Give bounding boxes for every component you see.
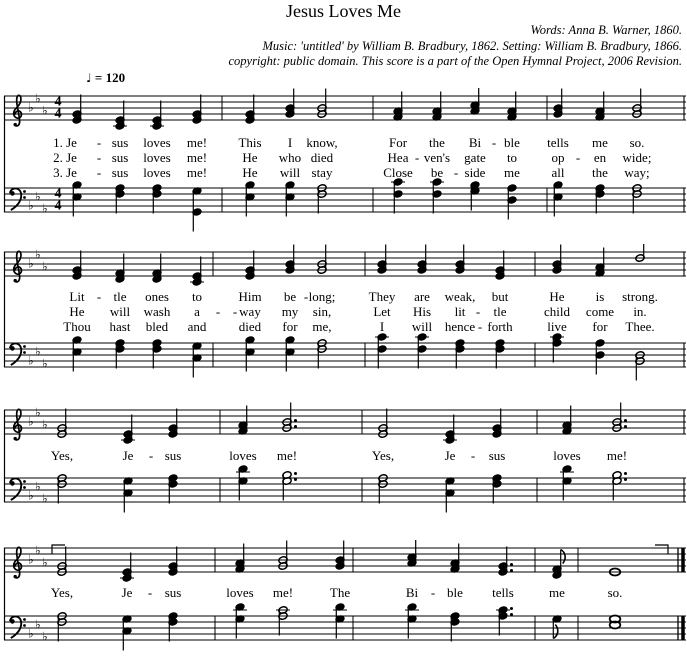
lyric-syllable: the [592,165,608,180]
lyric-syllable: tle [493,304,507,319]
flat-sign: ♭ [35,479,41,494]
treble-clef-icon [14,95,22,126]
lyric-syllable: be [430,165,444,180]
bass-staff [4,616,686,640]
treble-clef-icon [14,251,22,282]
lyric-syllable: - [470,448,476,463]
time-signature: 4 [54,106,62,122]
lyric-syllable: lit [454,304,466,319]
lyric-syllable: loves [143,165,171,180]
lyric-syllable: in. [633,304,647,319]
lyric-syllable: ones [145,289,169,304]
bass-staff [4,188,686,212]
lyric-syllable: know, [306,135,338,150]
lyric-syllable: Bi [405,585,419,600]
lyric-syllable: This [238,135,262,150]
tempo-marking [86,70,125,86]
lyric-syllable: a [194,304,200,319]
lyric-syllable: the [429,135,445,150]
lyric-syllable: side [464,165,486,180]
lyric-syllable: They [368,289,396,304]
lyric-syllable: me! [186,135,208,150]
lyric-syllable: 2. Je [53,150,77,165]
system-1 [0,88,687,242]
lyric-syllable: will [109,304,131,319]
lyric-syllable: - [303,289,309,304]
treble-staff [4,548,686,572]
lyric-syllable: long; [308,289,336,304]
lyric-syllable: He [242,150,258,165]
lyric-syllable: For [388,135,408,150]
lyric-syllable: but [491,289,509,304]
lyric-syllable: Him [238,289,262,304]
lyric-syllable: ble [504,135,520,150]
bass-notes [57,603,620,651]
lyric-syllable: 3. Je [53,165,77,180]
lyric-syllable: will [411,319,433,334]
bass-clef-icon [10,478,26,500]
lyric-syllable: so. [629,135,645,150]
treble-notes [72,88,642,130]
flat-sign: ♭ [42,491,48,506]
lyric-syllable: to [191,289,203,304]
flat-sign: ♭ [42,417,48,432]
lyrics [51,448,627,463]
tempo-value: = 120 [91,70,126,85]
flat-sign: ♭ [35,617,41,632]
lyric-syllable: gate [464,150,486,165]
flat-sign: ♭ [28,256,34,271]
lyric-syllable: I [379,319,385,334]
flat-sign: ♭ [28,488,34,503]
lyric-syllable: and [187,319,207,334]
lyric-syllable: for [282,319,298,334]
treble-clef-icon [14,547,22,578]
flat-sign: ♭ [35,91,41,106]
lyric-syllable: I [287,135,293,150]
lyric-syllable: to [506,150,518,165]
flat-sign: ♭ [42,259,48,274]
lyric-syllable: all [551,165,565,180]
lyric-syllable: loves [143,150,171,165]
lyric-syllable: - [215,304,221,319]
lyric-syllable: died [238,319,262,334]
flat-sign: ♭ [28,414,34,429]
lyrics [63,289,658,334]
lyric-syllable: are [414,289,430,304]
lyric-syllable: hast [109,319,131,334]
lyric-syllable: Lit [69,289,85,304]
treble-staff [4,410,686,434]
lyric-syllable: sus [111,165,129,180]
lyric-syllable: me! [272,585,294,600]
credit-music: Music: 'untitled' by William B. Bradbury, 1862. Setting: William B. Bradbury, 1866. [262,38,682,53]
lyric-syllable: Let [373,304,391,319]
lyric-syllable: - [575,150,581,165]
lyric-syllable: Yes, [50,448,74,463]
lyric-syllable: - [475,304,481,319]
lyric-syllable: 1. Je [53,135,77,150]
lyric-syllable: Close [383,165,413,180]
lyric-syllable: who [278,150,302,165]
lyric-syllable: is [595,289,605,304]
lyric-syllable: Thee. [625,319,655,334]
lyric-syllable: Yes, [50,585,74,600]
repeat-bracket-close [655,545,668,554]
lyric-syllable: loves [226,585,254,600]
lyric-syllable: forth [487,319,513,334]
flat-sign: ♭ [35,247,41,262]
lyric-syllable: loves [229,448,257,463]
flat-sign: ♭ [28,552,34,567]
time-signature: 4 [54,198,62,214]
bass-clef-icon [10,616,26,638]
lyric-syllable: sus [111,135,129,150]
lyric-syllable: - [96,165,102,180]
lyric-syllable: tells [547,135,569,150]
lyric-syllable: - [477,319,483,334]
lyric-syllable: Je [121,585,133,600]
lyric-syllable: way; [624,165,650,180]
lyric-syllable: my [281,304,299,319]
bass-notes [57,465,627,513]
lyric-syllable: strong. [622,289,658,304]
repeat-bracket-open [52,545,65,554]
lyric-syllable: Je [122,448,134,463]
lyric-syllable: wash [143,304,171,319]
lyric-syllable: me [592,135,608,150]
lyric-syllable: sus [164,448,182,463]
lyric-syllable: me! [186,165,208,180]
treble-notes [57,403,627,445]
lyrics [53,135,651,180]
lyric-syllable: way [239,304,261,319]
lyric-syllable: loves [143,135,171,150]
bass-notes [72,178,642,232]
credit-copyright: copyright: public domain. This score is a part of the Open Hymnal Project, 2006 Revision. [228,54,682,68]
lyric-syllable: be [283,289,297,304]
lyric-syllable: Je [444,448,456,463]
lyric-syllable: - [96,135,102,150]
lyric-syllable: - [96,150,102,165]
lyric-syllable: He [69,304,85,319]
lyric-syllable: - [491,135,497,150]
flat-sign: ♭ [35,405,41,420]
lyric-syllable: ble [447,585,463,600]
time-signature: 4 [54,94,62,110]
quarter-note-icon: ♩ [86,71,92,85]
lyric-syllable: en [593,150,607,165]
lyric-syllable: - [232,304,238,319]
bass-staff [4,343,686,367]
lyric-syllable: child [544,304,570,319]
lyric-syllable: - [96,289,102,304]
lyric-syllable: sus [111,150,129,165]
flat-sign: ♭ [42,629,48,644]
lyric-syllable: His [412,304,432,319]
treble-notes [57,540,620,582]
bass-clef-icon [10,188,26,210]
lyric-syllable: me, [312,319,332,334]
lyric-syllable: tells [492,585,514,600]
lyric-syllable: hence [444,319,476,334]
flat-sign: ♭ [28,353,34,368]
lyric-syllable: sus [488,448,506,463]
flat-sign: ♭ [28,198,34,213]
lyric-syllable: - [453,165,459,180]
lyric-syllable: - [147,585,153,600]
lyric-syllable: - [148,448,154,463]
system-4 [0,540,687,665]
lyric-syllable: stay [311,165,333,180]
lyric-syllable: me [549,585,565,600]
lyric-syllable: weak, [444,289,476,304]
lyric-syllable: sus [164,585,182,600]
lyric-syllable: He [242,165,258,180]
flat-sign: ♭ [28,100,34,115]
lyric-syllable: live [547,319,567,334]
flat-sign: ♭ [35,189,41,204]
flat-sign: ♭ [28,626,34,641]
treble-staff [4,252,686,276]
treble-clef-icon [14,409,22,440]
lyric-syllable: bled [145,319,169,334]
lyric-syllable: loves [553,448,581,463]
lyric-syllable: me! [276,448,298,463]
lyric-syllable: wide; [622,150,652,165]
system-3 [0,402,687,534]
lyrics [51,585,622,600]
credit-words: Words: Anna B. Warner, 1860. [530,23,682,37]
credits [228,23,682,70]
lyric-syllable: so. [607,585,623,600]
bass-notes [72,333,645,381]
flat-sign: ♭ [35,543,41,558]
lyric-syllable: me [504,165,520,180]
lyric-syllable: died [310,150,334,165]
lyric-syllable: The [329,585,351,600]
treble-notes [72,244,645,286]
lyric-syllable: Bi [468,135,482,150]
flat-sign: ♭ [42,201,48,216]
bass-staff [4,478,686,502]
lyric-syllable: ven's [423,150,451,165]
lyric-syllable: Thou [63,319,91,334]
lyric-syllable: - [430,585,436,600]
lyric-syllable: me! [186,150,208,165]
treble-staff [4,96,686,120]
flat-sign: ♭ [42,103,48,118]
time-signature: 4 [54,186,62,202]
flat-sign: ♭ [42,356,48,371]
lyric-syllable: - [414,150,420,165]
lyric-syllable: sin, [312,304,332,319]
lyric-syllable: me! [606,448,628,463]
flat-sign: ♭ [42,555,48,570]
flat-sign: ♭ [35,344,41,359]
page-title: Jesus Loves Me [286,1,401,21]
system-2 [0,244,687,398]
bass-clef-icon [10,343,26,365]
lyric-syllable: tle [113,289,127,304]
lyric-syllable: come [585,304,615,319]
lyric-syllable: He [549,289,565,304]
lyric-syllable: Hea [387,150,409,165]
lyric-syllable: Yes, [371,448,395,463]
lyric-syllable: op [551,150,565,165]
lyric-syllable: will [279,165,301,180]
lyric-syllable: for [592,319,608,334]
